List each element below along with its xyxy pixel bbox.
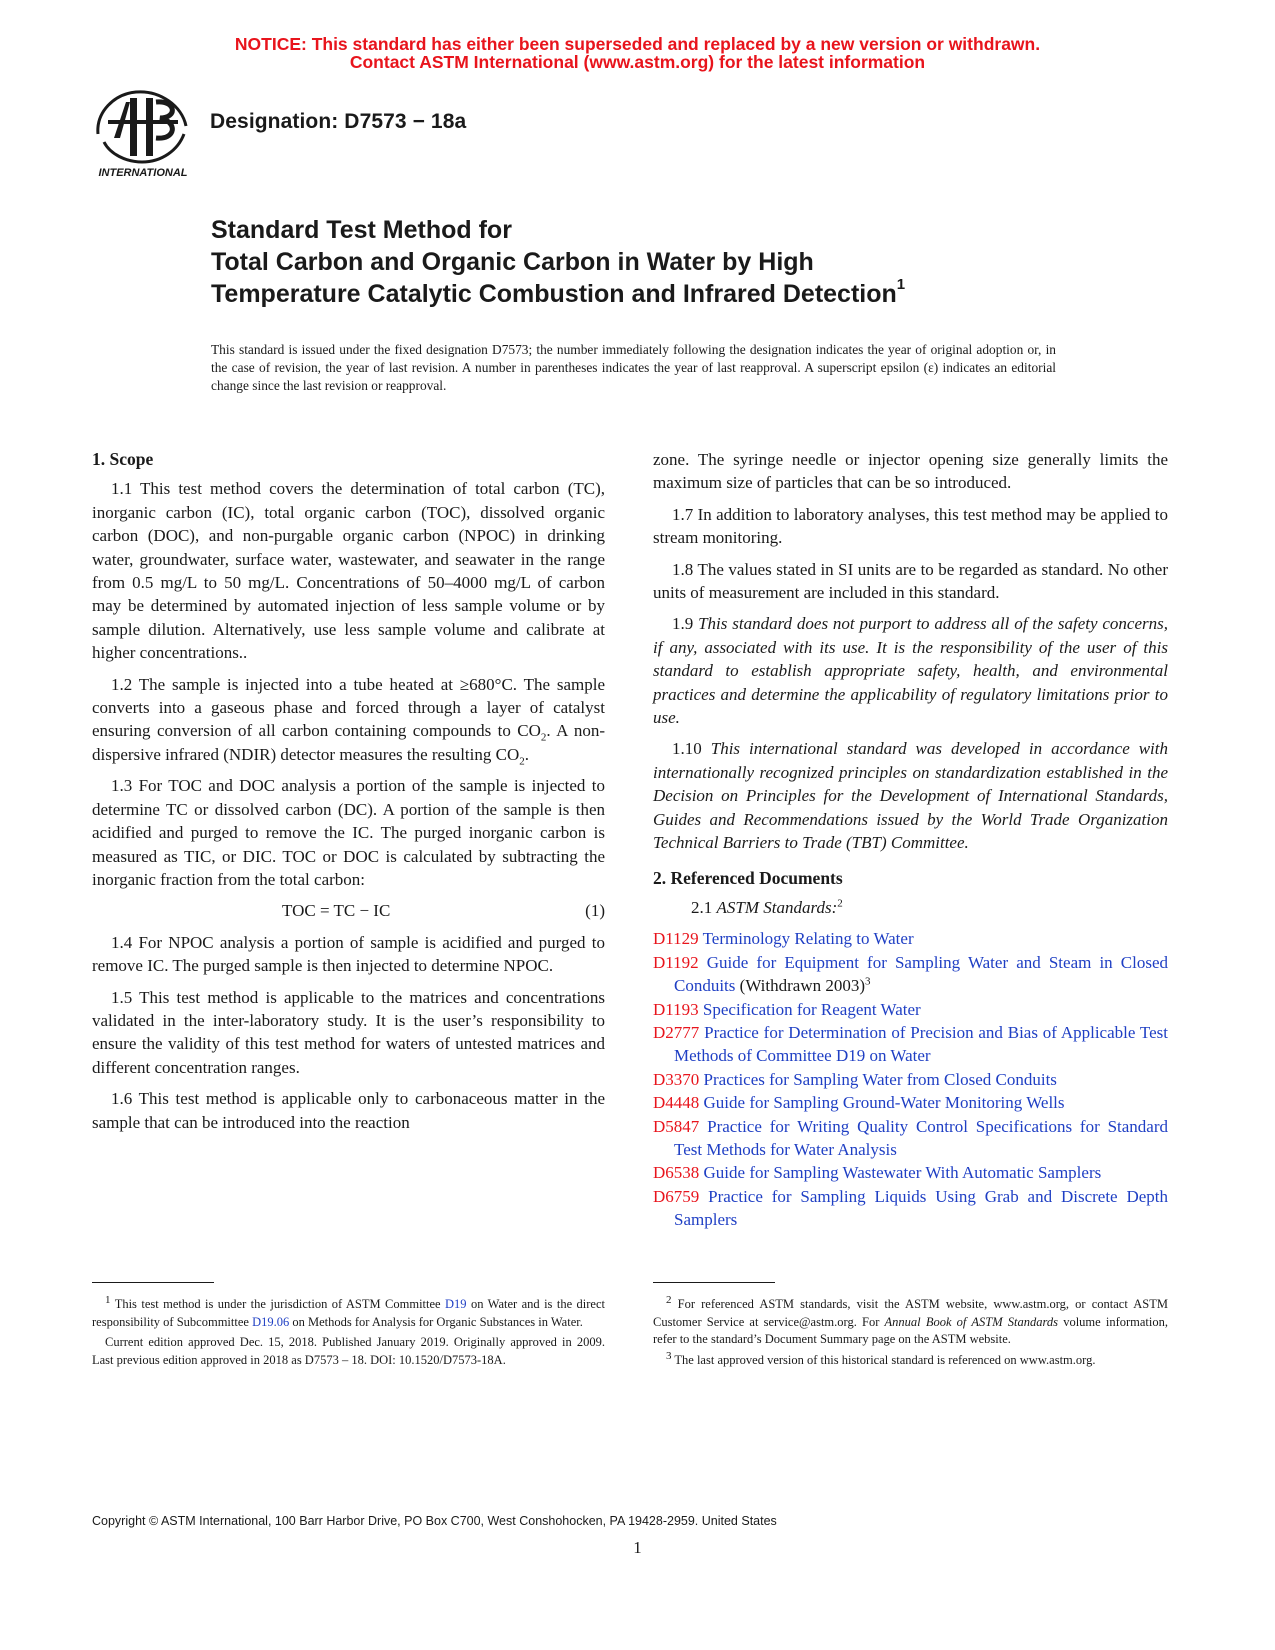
para-1-1: 1.1 This test method covers the determination of total carbon (TC), inorganic carbon (IC), total organic carbon (TOC), dissolved organic carbon (DOC), and non-purgable organic carbon (NPOC) in drinking water, groundwater, surface water, wastewater, and seawater in the range from 0.5 mg/L to 50 mg/L. Concentrations of 50–4000 mg/L of carbon may be determined by automated injection of less sample volume or by sample dilution. Alternatively, use less sample volume and calibrate at higher concentrations.. [92,479,605,663]
document-title [211,214,1111,310]
footnote-1: $^1$ This test method is under the jurisdiction of ASTM Committee D19 on Water and is the direct responsibility of Subcommittee D19.06 on Methods for Analysis for Organic Substances in Water. [92,1293,605,1329]
footnote-1-edition: Current edition approved Dec. 15, 2018. Published January 2019. Originally approved in 2009. Last previous edition approved in 2018 as D7573 – 18. DOI: 10.1520/D7573-18A. [92,1335,605,1367]
designation: Designation: D7573 − 18a [210,110,467,133]
section-1-heading: 1. Scope [92,449,154,469]
preface: This standard is issued under the fixed designation D7573; the number immediately following the designation indicates the year of original adoption or, in the case of revision, the year of last revision. A number in parentheses indicates the year of last reapproval. A superscript epsilon (ε) indicates an editorial change since the last revision or reapproval. [211,342,1056,393]
reference-list [653,927,1168,1231]
para-1-5: 1.5 This test method is applicable to the matrices and concentrations validated in the inter-laboratory study. It is the user’s responsibility to ensure the validity of this test method for waters of untested matrices and different concentration ranges. [92,987,605,1077]
notice-line-2: Contact ASTM International (www.astm.org) for the latest information [349,52,926,72]
title-line-3: Temperature Catalytic Combustion and Infrared Detection [211,280,897,308]
reference-item[interactable]: D3370 Practices for Sampling Water from Closed Conduits [653,1069,1057,1089]
reference-item[interactable]: D1193 Specification for Reagent Water [653,999,921,1019]
reference-item[interactable]: D2777 Practice for Determination of Precision and Bias of Applicable Test Methods of Committee D19 on Water [653,1022,1168,1066]
footnote-divider-right [653,1282,775,1283]
astm-standards-subheading: 2.1 ASTM Standards:$^2$ [691,897,843,917]
para-1-10: 1.10 This international standard was developed in accordance with internationally recognized principles on standardization established in the Decision on Principles for the Development of International Standards, Guides and Recommendations issued by the World Trade Organization Technical Barriers to Trade (TBT) Committee. [653,739,1168,853]
committee-link[interactable]: D19 [445,1297,467,1311]
reference-item[interactable]: D4448 Guide for Sampling Ground-Water Monitoring Wells [653,1093,1065,1113]
right-column [653,448,1168,1232]
left-column [92,448,605,1142]
footnote-divider-left [92,1282,214,1283]
para-1-3: 1.3 For TOC and DOC analysis a portion of the sample is injected to determine TC or dissolved carbon (DC). A portion of the sample is then acidified and purged to remove the IC. The purged inorganic carbon is measured as TIC, or DIC. TOC or DOC is calculated by subtracting the inorganic fraction from the total carbon: [92,776,605,889]
footnote-3: $^3$ The last approved version of this historical standard is referenced on www.astm.org. [666,1349,1096,1367]
footnotes-left [92,1293,605,1372]
title-line-2: Total Carbon and Organic Carbon in Water by High [211,248,814,276]
para-1-2: 1.2 The sample is injected into a tube heated at ≥680°C. The sample converts into a gaseous phase and forced through a layer of catalyst ensuring conversion of all carbon containing compounds to $CO_2$. A non-dispersive infrared (NDIR) detector measures the resulting $CO_2$. [92,674,606,768]
footnote-2: $^2$ For referenced ASTM standards, visit the ASTM website, www.astm.org, or contact ASTM Customer Service at service@astm.org. For Annual Book of ASTM Standards volume information, refer to the standard’s Document Summary page on the ASTM website. [653,1293,1168,1346]
page-number: 1 [633,1538,642,1557]
reference-item[interactable]: D6759 Practice for Sampling Liquids Using Grab and Discrete Depth Samplers [653,1186,1168,1230]
astm-logo [90,82,198,178]
para-1-6-start: 1.6 This test method is applicable only to carbonaceous matter in the sample that can be introduced into the reaction [92,1089,605,1132]
reference-item[interactable]: D6538 Guide for Sampling Wastewater With Automatic Samplers [653,1163,1102,1183]
title-footnote-mark: 1 [896,275,906,293]
para-1-6-end: zone. The syringe needle or injector opening size generally limits the maximum size of particles that can be so introduced. [653,450,1168,493]
para-1-4: 1.4 For NPOC analysis a portion of sample is acidified and purged to remove IC. The purged sample is then injected to determine NPOC. [92,932,605,976]
para-1-9: 1.9 This standard does not purport to address all of the safety concerns, if any, associated with its use. It is the responsibility of the user of this standard to establish appropriate safety, health, and environmental practices and determine the applicability of regulatory limitations prior to use. [653,614,1168,728]
logo-wordmark: INTERNATIONAL [98,167,188,178]
reference-item[interactable]: D1192 Guide for Equipment for Sampling Water and Steam in Closed Conduits (Withdrawn 2003)$^3$ [653,952,1169,996]
para-1-8: 1.8 The values stated in SI units are to be regarded as standard. No other units of measurement are included in this standard. [653,559,1168,603]
notice-line-1: NOTICE: This standard has either been superseded and replaced by a new version or withdrawn. [234,34,1041,54]
title-line-1: Standard Test Method for [211,216,512,244]
section-2-heading: 2. Referenced Documents [653,867,843,888]
equation-number: (1) [585,901,605,921]
copyright: Copyright © ASTM International, 100 Barr Harbor Drive, PO Box C700, West Conshohocken, PA 19428-2959. United States [92,1514,777,1528]
reference-item[interactable]: D5847 Practice for Writing Quality Control Specifications for Standard Test Methods for Water Analysis [653,1116,1169,1159]
reference-item[interactable]: D1129 Terminology Relating to Water [653,929,914,949]
para-1-7: 1.7 In addition to laboratory analyses, this test method may be applied to stream monitoring. [653,504,1168,548]
equation-expression: TOC = TC − IC [282,901,391,921]
subcommittee-link[interactable]: D19.06 [252,1314,290,1329]
equation-1 [92,899,605,922]
footnotes-right [653,1293,1168,1372]
